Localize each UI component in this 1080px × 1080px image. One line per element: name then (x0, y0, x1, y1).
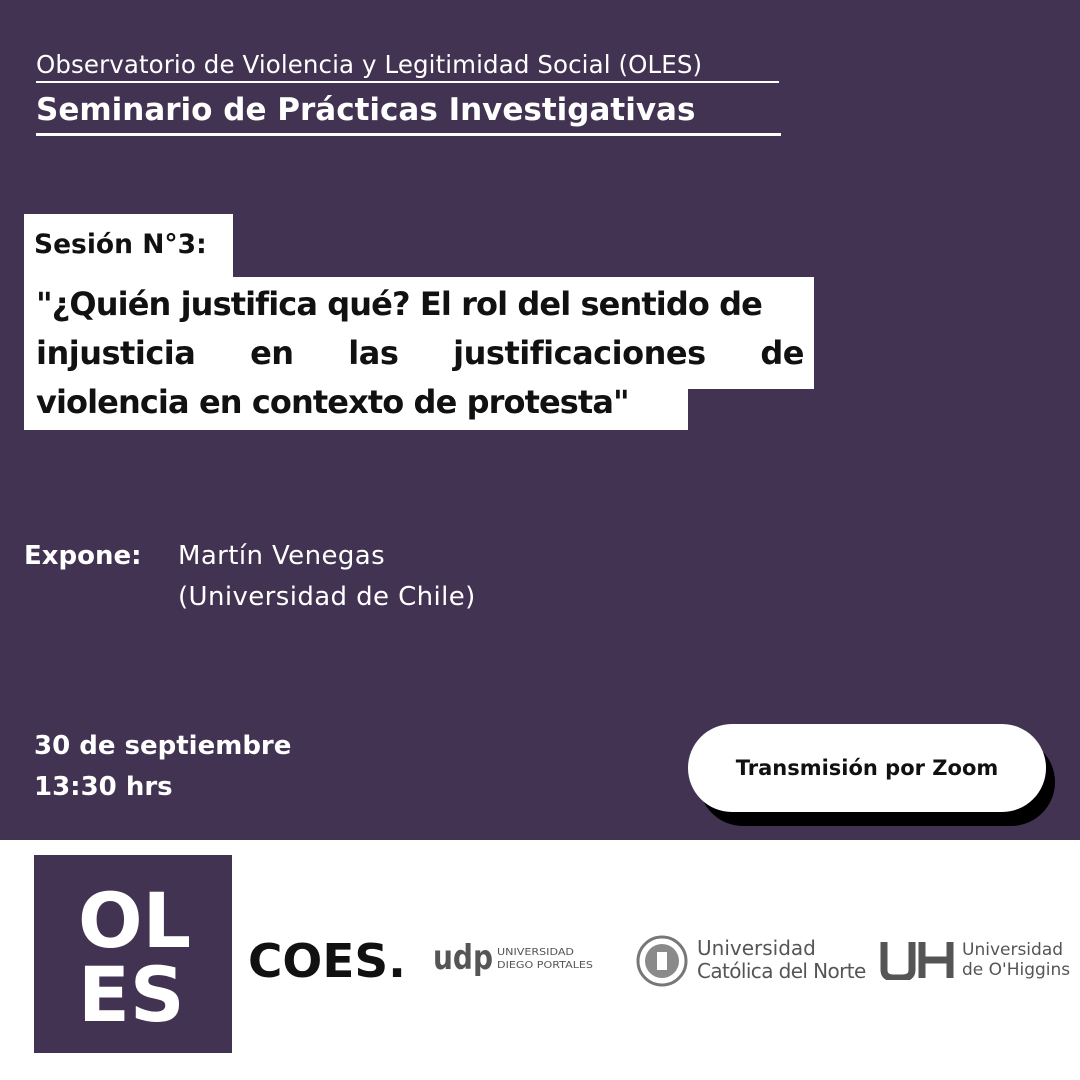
title-line-3: violencia en contexto de protesta" (36, 383, 629, 421)
title-word: en (250, 334, 294, 372)
uoh-logo-line2: de O'Higgins (962, 960, 1071, 980)
event-date: 30 de septiembre (34, 731, 292, 761)
oles-logo-text-bottom: ES (78, 950, 185, 1039)
ucn-logo-line2: Católica del Norte (697, 959, 866, 983)
title-word: de (760, 334, 804, 372)
title-line-1: "¿Quién justifica qué? El rol del sentido de (36, 285, 762, 323)
udp-logo (433, 936, 598, 980)
coes-logo (248, 932, 410, 984)
oles-logo-text-top: OL (78, 876, 192, 965)
title-word: las (348, 334, 399, 372)
title-line-2 (36, 334, 804, 372)
session-label: Sesión N°3: (34, 229, 207, 260)
event-time: 13:30 hrs (34, 772, 173, 802)
ucn-logo-line1: Universidad (697, 936, 816, 960)
speaker-name: Martín Venegas (178, 541, 386, 571)
series-title: Seminario de Prácticas Investigativas (36, 92, 696, 128)
title-word: justificaciones (453, 334, 706, 372)
uoh-logo-line1: Universidad (962, 940, 1064, 960)
udp-logo-line1: UNIVERSIDAD (497, 947, 575, 958)
coes-logo-text: COES. (248, 934, 406, 984)
header-underline (36, 81, 779, 83)
uoh-logo-mark-icon (880, 940, 954, 980)
oles-logo (34, 855, 232, 1053)
udp-logo-mark: udp (433, 938, 493, 978)
speaker-affiliation: (Universidad de Chile) (178, 582, 476, 612)
udp-logo-line2: DIEGO PORTALES (497, 960, 593, 971)
zoom-button[interactable]: Transmisión por Zoom (688, 724, 1046, 812)
speaker-label: Expone: (24, 541, 142, 571)
title-word: injusticia (36, 334, 196, 372)
ucn-seal-icon (636, 935, 688, 987)
organization-name: Observatorio de Violencia y Legitimidad Social (OLES) (36, 50, 703, 79)
series-underline (36, 133, 781, 136)
